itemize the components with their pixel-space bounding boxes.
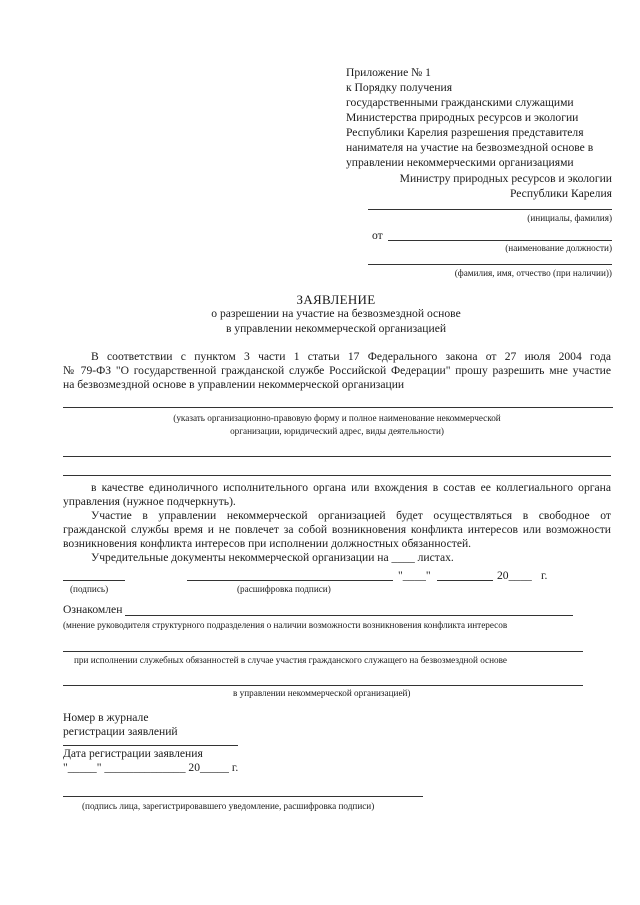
acknowledged-field-line[interactable] xyxy=(63,651,583,652)
body-text: В соответствии с пунктом 3 части 1 статьи 17 Федерального закона от 27 июля 2004 года xyxy=(91,350,611,363)
initials-caption: (инициалы, фамилия) xyxy=(527,213,612,223)
registrar-signature-caption: (подпись лица, зарегистрировавшего уведомление, расшифровка подписи) xyxy=(82,801,375,811)
body-text: управления (нужное подчеркнуть). xyxy=(63,495,236,508)
addressee-line: Министру природных ресурсов и экологии xyxy=(399,172,612,185)
name-caption: (фамилия, имя, отчество (при наличии)) xyxy=(454,268,612,278)
from-label: от xyxy=(372,229,383,242)
document-subtitle: в управлении некоммерческой организацией xyxy=(225,322,447,335)
date-year-suffix: г. xyxy=(541,569,548,582)
appendix-line: к Порядку получения xyxy=(346,81,453,94)
body-text: Учредительные документы некоммерческой организации на ____ листах. xyxy=(91,551,454,564)
body-text: на безвозмездной основе в управлении некоммерческой организации xyxy=(63,378,405,391)
body-text: возникновения конфликта интересов при исполнении должностных обязанностей. xyxy=(63,537,472,550)
body-text: Участие в управлении некоммерческой организацией будет осуществляться в свободное от xyxy=(91,509,611,522)
registration-date-label: Дата регистрации заявления xyxy=(63,747,203,760)
journal-number-field-line[interactable] xyxy=(63,745,238,746)
appendix-line: Республики Карелия разрешения представителя xyxy=(346,126,584,139)
body-text: № 79-ФЗ "О государственной гражданской службе Российской Федерации" прошу разрешить мне участие xyxy=(63,364,611,377)
acknowledged-field-line[interactable] xyxy=(125,615,573,616)
document-subtitle: о разрешении на участие на безвозмездной основе xyxy=(211,307,461,320)
appendix-line: нанимателя на участие на безвозмездной основе в xyxy=(346,141,594,154)
position-caption: (наименование должности) xyxy=(505,243,612,253)
date-year-field[interactable]: 20____ xyxy=(497,569,532,582)
acknowledged-label: Ознакомлен xyxy=(63,603,123,616)
signature-caption: (подпись) xyxy=(70,584,109,594)
position-field-line[interactable] xyxy=(388,240,612,241)
organization-caption: организации, юридический адрес, виды деятельности) xyxy=(230,426,444,436)
registrar-signature-field-line[interactable] xyxy=(63,796,423,797)
acknowledged-caption: (мнение руководителя структурного подразделения о наличии возможности возникновения конфликта интересов xyxy=(63,620,508,630)
signature-field-line[interactable] xyxy=(63,580,125,581)
body-text: гражданской службы время и не повлечет за собой возникновения конфликта интересов или возможности xyxy=(63,523,611,536)
journal-number-label: регистрации заявлений xyxy=(63,725,178,738)
acknowledged-field-line[interactable] xyxy=(63,685,583,686)
acknowledged-caption: в управлении некоммерческой организацией) xyxy=(233,688,411,698)
body-text: в качестве единоличного исполнительного органа или вхождения в состав ее коллегиального органа xyxy=(91,481,611,494)
appendix-line: Министерства природных ресурсов и экологии xyxy=(346,111,579,124)
appendix-line: Приложение № 1 xyxy=(346,66,431,79)
appendix-line: управлении некоммерческими организациями xyxy=(346,156,574,169)
signature-decode-caption: (расшифровка подписи) xyxy=(237,584,331,594)
name-field-line[interactable] xyxy=(368,264,612,265)
document-title: ЗАЯВЛЕНИЕ xyxy=(296,292,376,307)
organization-field-line[interactable] xyxy=(63,407,613,408)
signature-decode-field-line[interactable] xyxy=(187,580,393,581)
addressee-line: Республики Карелия xyxy=(509,187,612,200)
organization-caption: (указать организационно-правовую форму и полное наименование некоммерческой xyxy=(173,413,501,423)
date-day-field[interactable]: "____" xyxy=(398,569,431,582)
organization-field-line[interactable] xyxy=(63,456,611,457)
date-month-field-line[interactable] xyxy=(437,580,493,581)
journal-number-label: Номер в журнале xyxy=(63,711,149,724)
registration-date-field[interactable]: "_____" ______________ 20_____ г. xyxy=(63,761,239,774)
acknowledged-caption: при исполнении служебных обязанностей в случае участия гражданского служащего на безвозмездной основе xyxy=(74,655,507,665)
appendix-line: государственными гражданскими служащими xyxy=(346,96,574,109)
initials-field-line[interactable] xyxy=(368,209,612,210)
organization-field-line[interactable] xyxy=(63,475,611,476)
